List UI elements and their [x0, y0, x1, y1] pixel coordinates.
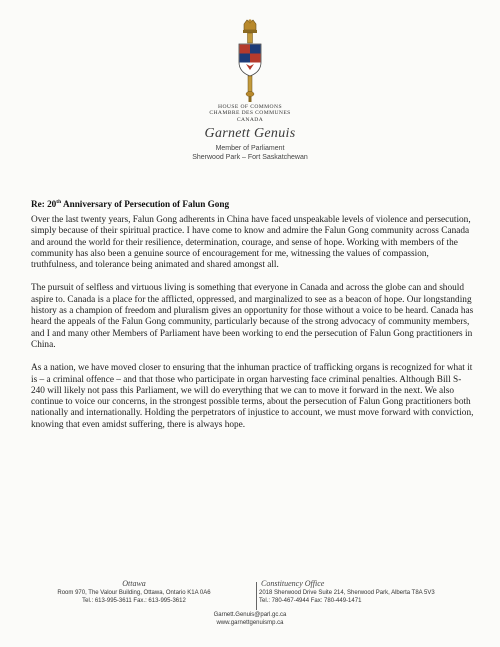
paragraph-2: The pursuit of selfless and virtuous living is something that everyone in Canada and across the globe can and should aspire to. Canada is a place for the afflicted, oppressed, and marginalized to see as a beacon of hope. Our longstanding history as a champion of freedom and pluralism gives an opportunity for those without a voice to be heard. Canada has heard the appeals of the Falun Gong community, particularly because of the strong advocacy of community members, and I and many other Members of Parliament have been working to end the persecution of Falun Gong practitioners in China.	[31, 283, 474, 350]
house-of-commons-wordmark	[0, 104, 500, 123]
riding-name: Sherwood Park – Fort Saskatchewan	[192, 153, 308, 161]
subject-ordinal: th	[56, 199, 62, 205]
house-fr: CHAMBRE DES COMMUNES	[209, 110, 291, 117]
member-details	[0, 145, 500, 162]
subject-prefix: Re: 20	[31, 199, 57, 210]
paragraph-3: As a nation, we have moved closer to ensuring that the inhuman practice of trafficking organs is recognized for what it is – a criminal offence – and that those who participate in organ harvesting face criminal penalties. Although Bill S-240 will likely not pass this Parliament, we will do everything that we can to move it forward in the next. We also continue to voice our concerns, in the strongest possible terms, about the persecution of Falun Gong practitioners both nationally and internationally. Holding the perpetrators of injustice to account, we must move forward with conviction, knowing that even amidst suffering, there is always hope.	[31, 363, 474, 430]
house-of-commons-mace-crest-icon	[230, 18, 270, 104]
ottawa-office-title: Ottawa	[122, 579, 146, 588]
ottawa-office	[28, 578, 240, 605]
paragraph-1: Over the last twenty years, Falun Gong adherents in China have faced unspeakable levels of violence and persecution, simply because of their spiritual practice. I have come to know and admire the Falun Gong community across Canada and around the world for their resilience, determination, courage, and sense of hope. Working with members of the community has also been a genuine source of encouragement for me, witnessing the values of compassion, truthfulness, and tolerance being animated and shared amongst all.	[31, 215, 471, 271]
member-name: Garnett Genuis	[204, 126, 296, 141]
constituency-office	[259, 578, 499, 605]
footer-divider	[256, 582, 257, 610]
country: CANADA	[236, 116, 264, 123]
ottawa-address: Room 970, The Valour Building, Ottawa, Ontario K1A 0A6	[57, 590, 211, 596]
email-link[interactable]: Garnett.Genuis@parl.gc.ca	[213, 612, 287, 618]
house-en: HOUSE OF COMMONS	[218, 104, 282, 110]
subject-line	[31, 199, 471, 209]
subject-rest: Anniversary of Persecution of Falun Gong	[61, 199, 230, 210]
website-link[interactable]: www.garnettgenuismp.ca	[216, 620, 284, 626]
letter-body	[31, 215, 474, 443]
ottawa-phone: Tel.: 613-995-3611 Fax.: 613-995-3612	[82, 598, 186, 604]
footer-contact	[0, 611, 500, 627]
constituency-phone: Tel.: 780-467-4944 Fax: 780-449-1471	[259, 598, 362, 604]
constituency-address: 2018 Sherwood Drive Suite 214, Sherwood Park, Alberta T8A 5V3	[259, 590, 435, 596]
constituency-office-title: Constituency Office	[261, 579, 325, 588]
member-title: Member of Parliament	[215, 145, 285, 152]
